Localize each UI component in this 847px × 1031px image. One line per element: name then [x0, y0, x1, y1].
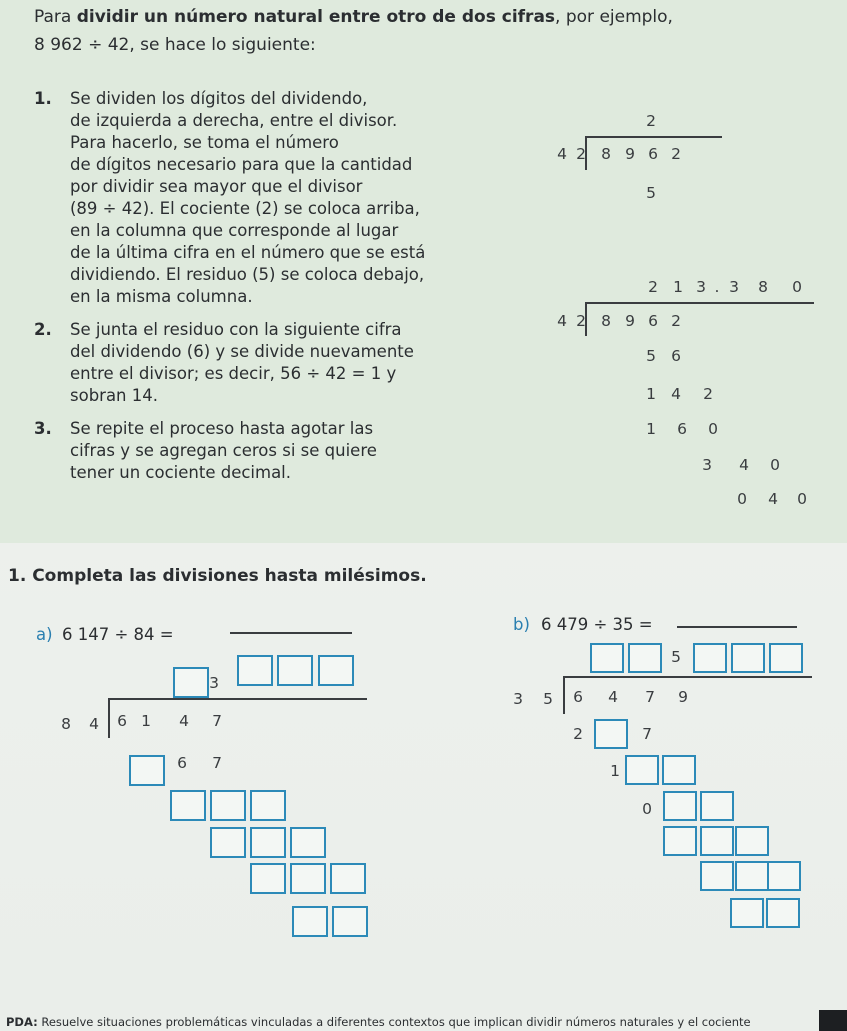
answer-box[interactable] — [767, 861, 801, 891]
divisor-digit: 4 — [557, 145, 567, 163]
step-1-line: Se dividen los dígitos del dividendo, — [70, 89, 368, 108]
answer-box[interactable] — [735, 826, 769, 856]
answer-blank-b[interactable] — [677, 626, 797, 628]
intro-bold: dividir un número natural entre otro de dos cifras — [76, 7, 556, 27]
step-digit: 7 — [642, 725, 652, 743]
step-digit: 2 — [573, 725, 583, 743]
step-1-line: en la misma columna. — [70, 287, 253, 306]
dividend-digit: 9 — [625, 312, 635, 330]
step-digit: 1 — [646, 420, 656, 438]
intro-text: Para — [34, 7, 77, 27]
division-bracket — [563, 676, 565, 714]
step-1-line: por dividir sea mayor que el divisor — [70, 177, 363, 196]
step-1-line: de izquierda a derecha, entre el divisor. — [70, 111, 398, 130]
division-bracket — [108, 698, 110, 738]
step-3-line: cifras y se agregan ceros si se quiere — [70, 441, 377, 460]
step-2-line: Se junta el residuo con la siguiente cifra — [70, 320, 402, 339]
step-1-number: 1. — [34, 89, 52, 108]
intro-line-1 — [34, 6, 673, 28]
quotient-given: 3 — [209, 674, 219, 692]
division-bar — [586, 136, 722, 138]
step-1-line: de dígitos necesario para que la cantidad — [70, 155, 413, 174]
answer-box[interactable] — [663, 826, 697, 856]
answer-blank-a[interactable] — [230, 632, 352, 634]
quotient-digit: 2 — [646, 112, 656, 130]
answer-box[interactable] — [594, 719, 628, 749]
dividend-digit: 6 — [573, 688, 583, 706]
decimal-point: . — [714, 278, 720, 296]
dividend-digit: 6 — [648, 145, 658, 163]
step-1-line: Para hacerlo, se toma el número — [70, 133, 339, 152]
step-digit: 6 — [177, 754, 187, 772]
step-2-line: sobran 14. — [70, 386, 159, 405]
step-digit: 4 — [739, 456, 749, 474]
answer-box[interactable] — [290, 863, 326, 894]
dividend-digit: 6 — [648, 312, 658, 330]
answer-box[interactable] — [766, 898, 800, 928]
answer-box[interactable] — [590, 643, 624, 673]
step-3-line: tener un cociente decimal. — [70, 463, 292, 482]
divisor-digit: 4 — [89, 715, 99, 733]
step-1-line: (89 ÷ 42). El cociente (2) se coloca arriba, — [70, 199, 420, 218]
answer-box[interactable] — [277, 655, 313, 686]
answer-box[interactable] — [210, 827, 246, 858]
answer-box[interactable] — [250, 827, 286, 858]
answer-box[interactable] — [625, 755, 659, 785]
answer-box[interactable] — [250, 790, 286, 821]
quotient-digit: 3 — [729, 278, 739, 296]
step-digit: 0 — [642, 800, 652, 818]
pda-footer — [0, 1005, 847, 1031]
dividend-digit: 8 — [601, 145, 611, 163]
answer-box[interactable] — [292, 906, 328, 937]
answer-box[interactable] — [769, 643, 803, 673]
step-digit: 6 — [677, 420, 687, 438]
answer-box[interactable] — [663, 791, 697, 821]
step-1-line: dividiendo. El residuo (5) se coloca debajo, — [70, 265, 425, 284]
step-digit: 5 — [646, 347, 656, 365]
step-2-number: 2. — [34, 320, 52, 339]
quotient-digit: 0 — [792, 278, 802, 296]
dividend-digit: 9 — [678, 688, 688, 706]
dividend-digit: 9 — [625, 145, 635, 163]
answer-box[interactable] — [330, 863, 366, 894]
division-bar — [586, 302, 814, 304]
step-digit: 1 — [610, 762, 620, 780]
divisor-digit: 5 — [543, 690, 553, 708]
dividend-digit: 4 — [608, 688, 618, 706]
dividend-digit: 7 — [212, 712, 222, 730]
answer-box[interactable] — [693, 643, 727, 673]
quotient-digit: 8 — [758, 278, 768, 296]
pda-text: Resuelve situaciones problemáticas vinculadas a diferentes contextos que implican dividir números naturales y el cociente — [37, 1015, 751, 1029]
step-3-number: 3. — [34, 419, 52, 438]
answer-box[interactable] — [170, 790, 206, 821]
intro-text-end: , por ejemplo, — [555, 7, 673, 27]
answer-box[interactable] — [290, 827, 326, 858]
step-digit: 7 — [212, 754, 222, 772]
step-digit: 0 — [770, 456, 780, 474]
remainder-digit: 5 — [646, 184, 656, 202]
quotient-digit: 3 — [696, 278, 706, 296]
answer-box[interactable] — [129, 755, 165, 786]
answer-box[interactable] — [700, 826, 734, 856]
answer-box[interactable] — [237, 655, 273, 686]
step-digit: 4 — [768, 490, 778, 508]
dividend-digit: 2 — [671, 312, 681, 330]
exercise-b-label: b) — [513, 615, 530, 634]
step-digit: 2 — [703, 385, 713, 403]
step-digit: 6 — [671, 347, 681, 365]
exercise-b-expression: 6 479 ÷ 35 = — [541, 615, 653, 634]
answer-box[interactable] — [332, 906, 368, 937]
answer-box[interactable] — [730, 898, 764, 928]
dividend-digit: 8 — [601, 312, 611, 330]
dividend-digit: 6 — [117, 712, 127, 730]
divisor-digit: 2 — [576, 312, 586, 330]
dividend-digit: 7 — [645, 688, 655, 706]
answer-box[interactable] — [628, 643, 662, 673]
page-corner — [819, 1010, 847, 1031]
step-2-line: del dividendo (6) y se divide nuevamente — [70, 342, 414, 361]
step-digit: 1 — [646, 385, 656, 403]
quotient-digit: 1 — [673, 278, 683, 296]
quotient-given: 5 — [671, 648, 681, 666]
answer-box[interactable] — [662, 755, 696, 785]
step-digit: 3 — [702, 456, 712, 474]
answer-box[interactable] — [731, 643, 765, 673]
step-2-line: entre el divisor; es decir, 56 ÷ 42 = 1 y — [70, 364, 397, 383]
answer-box[interactable] — [735, 861, 769, 891]
exercise-title: 1. Completa las divisiones hasta milésimos. — [8, 566, 427, 586]
exercise-a-label: a) — [36, 625, 53, 644]
answer-box[interactable] — [250, 863, 286, 894]
divisor-digit: 4 — [557, 312, 567, 330]
divisor-digit: 8 — [61, 715, 71, 733]
step-digit: 0 — [797, 490, 807, 508]
step-3-line: Se repite el proceso hasta agotar las — [70, 419, 374, 438]
divisor-digit: 2 — [576, 145, 586, 163]
step-1-line: en la columna que corresponde al lugar — [70, 221, 399, 240]
intro-line-2: 8 962 ÷ 42, se hace lo siguiente: — [34, 35, 316, 55]
divisor-digit: 3 — [513, 690, 523, 708]
step-digit: 0 — [737, 490, 747, 508]
step-digit: 4 — [671, 385, 681, 403]
answer-box[interactable] — [210, 790, 246, 821]
quotient-digit: 2 — [648, 278, 658, 296]
pda-label: PDA: — [6, 1015, 38, 1029]
dividend-digit: 4 — [179, 712, 189, 730]
exercise-a-expression: 6 147 ÷ 84 = — [62, 625, 174, 644]
dividend-digit: 1 — [141, 712, 151, 730]
step-1-line: de la última cifra en el número que se está — [70, 243, 426, 262]
answer-box[interactable] — [700, 791, 734, 821]
division-bar — [109, 698, 367, 700]
division-bar — [564, 676, 812, 678]
step-digit: 0 — [708, 420, 718, 438]
answer-box[interactable] — [700, 861, 734, 891]
dividend-digit: 2 — [671, 145, 681, 163]
answer-box[interactable] — [318, 655, 354, 686]
